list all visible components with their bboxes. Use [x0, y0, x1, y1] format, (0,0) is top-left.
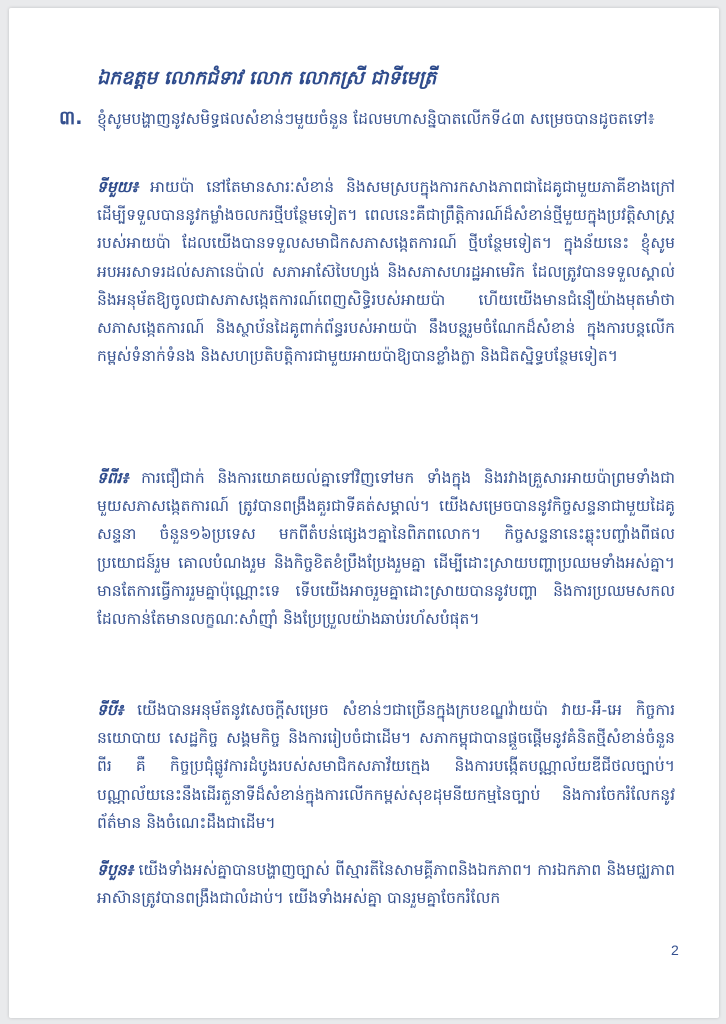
paragraph-fourth — [97, 856, 675, 912]
paragraph-text: អាយប៉ា នៅតែមានសារៈសំខាន់ និងសមស្របក្នុងការកសាងភាពជាដៃគូជាមួយភាគីខាងក្រៅ ដើម្បីទទួលបាននូវកម្លាំងចលករថ្មីបន្ថែមទៀត។ ពេលនេះគឺជាព្រឹត្តិការណ៍ដ៏សំខាន់ថ្មីមួយក្នុងប្រវត្តិសាស្ត្ររបស់អាយប៉ា ដែលយើងបានទទួលសមាជិកសភាសង្កេតការណ៍ ថ្មីបន្ថែមទៀត។ ក្នុងន័យនេះ ខ្ញុំសូមអបអរសាទរដល់សភានេប៉ាល់ សភាអាស៊ែបៃហ្សង់ និងសភាសហរដ្ឋអាមេរិក ដែលត្រូវបានទទួលស្គាល់ និងអនុម័តឱ្យចូលជាសភាសង្កេតការណ៍ពេញសិទ្ធិរបស់អាយប៉ា ហើយយើងមានជំនឿយ៉ាងមុតមាំថា សភាសង្កេតការណ៍ និងស្ថាប័នដៃគូពាក់ព័ន្ធរបស់អាយប៉ា នឹងបន្តរួមចំណែកដ៏សំខាន់ ក្នុងការបន្តលើកកម្ពស់ទំនាក់ទំនង និងសហប្រតិបត្តិការជាមួយអាយប៉ាឱ្យបានខ្លាំងក្លា និងជិតស្និទ្ធបន្ថែមទៀត។ — [97, 178, 675, 366]
paragraph-second — [97, 464, 675, 633]
paragraph-lead: ទីមួយ៖ — [97, 178, 139, 196]
section-number: ៣. — [59, 107, 83, 129]
page-number: 2 — [671, 942, 679, 958]
paragraph-third — [97, 696, 675, 837]
paragraph-first — [97, 173, 675, 370]
paragraph-lead: ទីបួន៖ — [97, 861, 134, 879]
paragraph-lead: ទីពីរ៖ — [97, 469, 129, 487]
paragraph-lead: ទីបី៖ — [97, 701, 124, 719]
paragraph-text: ការជឿជាក់ និងការយោគយល់គ្នាទៅវិញទៅមក ទាំងក្នុង និងរវាងគ្រួសារអាយប៉ាព្រមទាំងជាមួយសភាសង្កេតការណ៍ ត្រូវបានពង្រឹងគួរជាទីគត់សម្គាល់។ យើងសម្រេចបាននូវកិច្ចសន្ទនាជាមួយដៃគូសន្ទនា ចំនួន១៦ប្រទេស មកពីតំបន់ផ្សេងៗគ្នានៃពិភពលោក។ កិច្ចសន្ទនានេះឆ្លុះបញ្ចាំងពីផលប្រយោជន៍រួម គោលបំណងរួម និងកិច្ចខិតខំប្រឹងប្រែងរួមគ្នា ដើម្បីដោះស្រាយបញ្ហាប្រឈមទាំងអស់គ្នា។ មានតែការធ្វើការរួមគ្នាប៉ុណ្ណោះទេ ទើបយើងអាចរួមគ្នាដោះស្រាយបាននូវបញ្ហា និងការប្រឈមសកលដែលកាន់តែមានលក្ខណៈសាំញ៉ាំ និងប្រែប្រួលយ៉ាងឆាប់រហ័សបំផុត។ — [97, 469, 675, 629]
salutation-heading: ឯកឧត្តម លោកជំទាវ លោក លោកស្រី ជាទីមេត្រី — [97, 67, 437, 89]
paragraph-text: យើងបានអនុម័តនូវសេចក្តីសម្រេច សំខាន់ៗជាច្រើនក្នុងក្របខណ្ឌវ៉ាយប៉ា វាយ-អឹ-អេ កិច្ចការនយោបាយ សេដ្ឋកិច្ច សង្គមកិច្ច និងការរៀបចំជាដើម។ សភាកម្ពុជាបានផ្តួចផ្តើមនូវគំនិតថ្មីសំខាន់ចំនួនពីរ គឺ កិច្ចប្រជុំផ្លូវការដំបូងរបស់សមាជិកសភាវ័យក្មេង និងការបង្កើតបណ្ណាល័យឌីជីថលច្បាប់។ បណ្ណាល័យនេះនឹងដើរតួនាទីដ៏សំខាន់ក្នុងការលើកកម្ពស់សុខដុមនីយកម្មនៃច្បាប់ និងការចែករំលែកនូវព័ត៌មាន និងចំណេះដឹងជាដើម។ — [97, 701, 675, 832]
section-intro: ខ្ញុំសូមបង្ហាញនូវសមិទ្ធផលសំខាន់ៗមួយចំនួន ដែលមហាសន្និបាតលើកទី៤៣ សម្រេចបានដូចតទៅ៖ — [97, 110, 655, 128]
paragraph-text: យើងទាំងអស់គ្នាបានបង្ហាញច្បាស់ ពីស្មារតីនៃសាមគ្គីភាពនិងឯកភាព។ ការឯកភាព និងមជ្ឈភាពអាស៊ានត្រូវបានពង្រឹងជាលំដាប់។ យើងទាំងអស់គ្នា បានរួមគ្នាចែករំលែក — [97, 861, 675, 908]
document-page — [9, 8, 719, 1018]
